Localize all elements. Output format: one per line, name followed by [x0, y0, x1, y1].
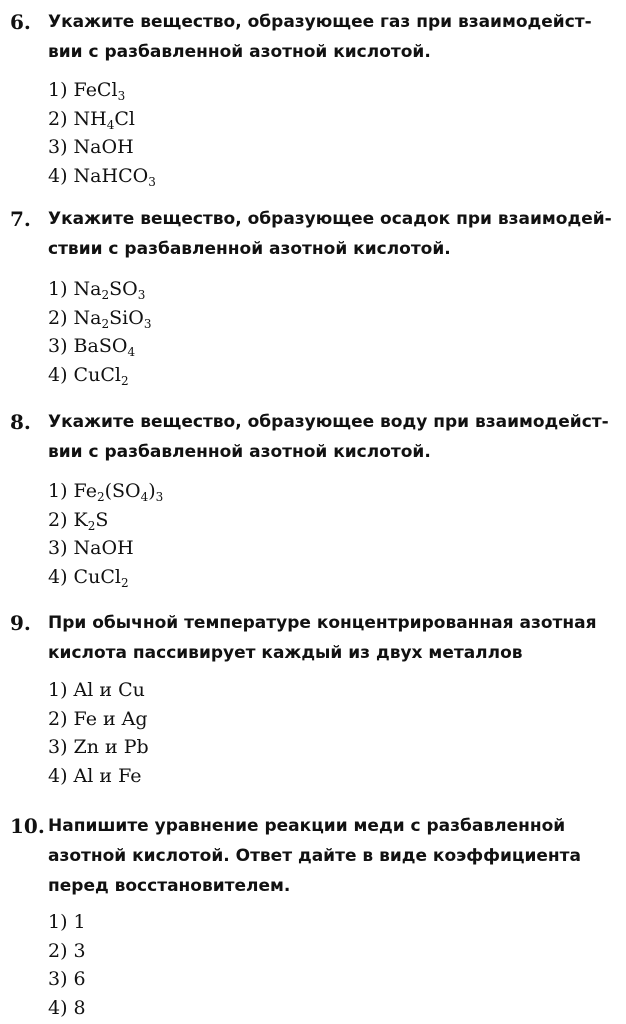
answer-options [48, 76, 548, 190]
answer-option[interactable]: 3) Zn и Pb [48, 736, 149, 758]
formula: $Fe_2(SO_4)_3$ [73, 480, 164, 504]
formula: 3 [73, 939, 86, 962]
formula: NaOH [73, 136, 134, 158]
answer-options [48, 477, 548, 591]
formula: 6 [73, 968, 86, 990]
formula: $Na_2SiO_3$ [73, 306, 152, 331]
answer-option[interactable]: 1) Al и Cu [48, 679, 145, 701]
formula: $Na_2SO_3$ [73, 278, 146, 302]
question-prompt [48, 7, 616, 67]
answer-option[interactable]: 4) 8 [48, 996, 86, 1019]
answer-options [48, 908, 548, 1022]
answer-option[interactable]: 1) FeCl$_3$ [48, 79, 126, 103]
answer-option[interactable]: 3) NaOH [48, 537, 134, 559]
formula: Al и Cu [73, 679, 145, 701]
prompt-line: Укажите вещество, образующее газ при взаимодейст- [48, 12, 592, 32]
question-prompt [48, 608, 616, 668]
formula: NaHCO$_3$ [73, 164, 156, 189]
prompt-line: ствии с разбавленной азотной кислотой. [48, 239, 451, 259]
formula: Fe и Ag [73, 707, 148, 730]
formula: 1 [73, 911, 86, 933]
formula: CuCl$_2$ [73, 363, 129, 388]
formula: Al и Fe [73, 764, 142, 787]
answer-option[interactable]: 2) $Na_2SiO_3$ [48, 306, 152, 331]
answer-option[interactable]: 3) NaOH [48, 136, 134, 158]
question-prompt [48, 204, 616, 264]
prompt-line: перед восстановителем. [48, 876, 291, 896]
answer-option[interactable]: 2) $NH_4Cl$ [48, 107, 136, 132]
answer-option[interactable]: 2) $K_2S$ [48, 508, 109, 533]
answer-options [48, 676, 548, 790]
answer-option[interactable]: 2) 3 [48, 939, 86, 962]
formula: $NH_4Cl$ [73, 107, 136, 132]
prompt-line: Укажите вещество, образующее воду при взаимодейст- [48, 412, 609, 432]
question-number: 10. [10, 814, 45, 838]
answer-options [48, 275, 548, 389]
answer-option[interactable]: 1) $Fe_2(SO_4)_3$ [48, 480, 164, 504]
formula: CuCl$_2$ [73, 565, 129, 590]
answer-option[interactable]: 3) 6 [48, 968, 86, 990]
prompt-line: вии с разбавленной азотной кислотой. [48, 42, 431, 62]
question-number: 8. [10, 410, 31, 434]
prompt-line: азотной кислотой. Ответ дайте в виде коэффициента [48, 846, 581, 866]
answer-option[interactable]: 4) NaHCO$_3$ [48, 164, 156, 189]
formula: Zn и Pb [73, 736, 149, 758]
answer-option[interactable]: 4) CuCl$_2$ [48, 565, 129, 590]
answer-option[interactable]: 1) 1 [48, 911, 86, 933]
prompt-line: кислота пассивирует каждый из двух металлов [48, 643, 523, 663]
question-number: 9. [10, 611, 31, 635]
prompt-line: вии с разбавленной азотной кислотой. [48, 442, 431, 462]
formula: 8 [73, 996, 86, 1019]
formula: FeCl$_3$ [73, 79, 126, 103]
answer-option[interactable]: 2) Fe и Ag [48, 707, 148, 730]
answer-option[interactable]: 4) CuCl$_2$ [48, 363, 129, 388]
prompt-line: Напишите уравнение реакции меди с разбавленной [48, 816, 566, 836]
question-number: 6. [10, 10, 31, 34]
question-prompt [48, 407, 616, 467]
prompt-line: Укажите вещество, образующее осадок при взаимодей- [48, 209, 612, 229]
answer-option[interactable]: 1) $Na_2SO_3$ [48, 278, 146, 302]
prompt-line: При обычной температуре концентрированная азотная [48, 613, 597, 633]
question-prompt [48, 811, 616, 901]
question-number: 7. [10, 207, 31, 231]
formula: $K_2S$ [73, 508, 109, 533]
answer-option[interactable]: 4) Al и Fe [48, 764, 142, 787]
formula: NaOH [73, 537, 134, 559]
answer-option[interactable]: 3) BaSO$_4$ [48, 335, 136, 359]
formula: BaSO$_4$ [73, 335, 136, 359]
